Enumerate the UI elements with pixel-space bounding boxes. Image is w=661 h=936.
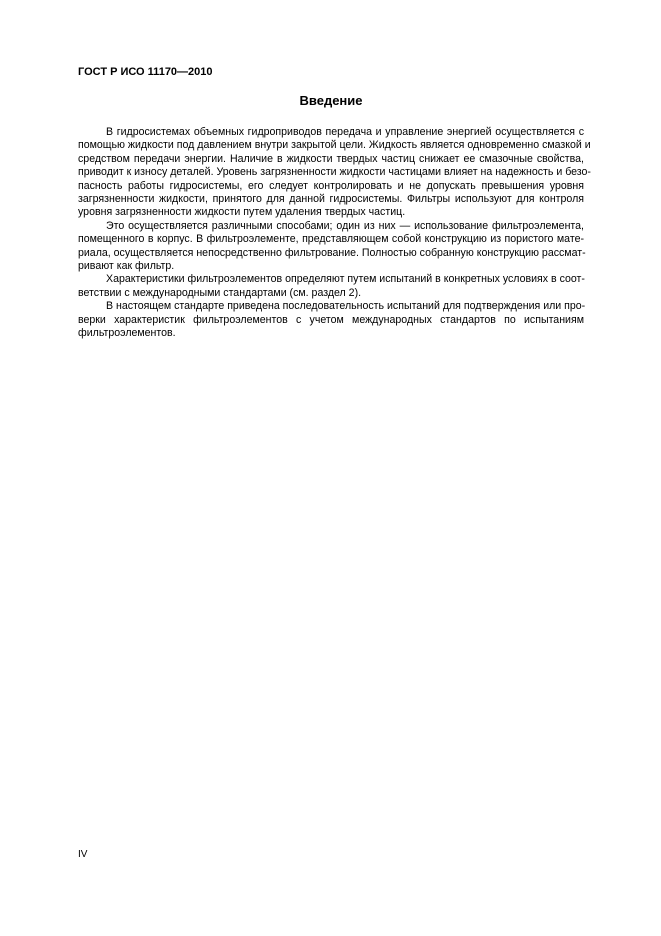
text-line: помещенного в корпус. В фильтроэлементе, представляющем собой конструкцию из пористого мате- <box>78 233 584 246</box>
text-line: Это осуществляется различными способами; один из них — использование фильтроэлемента, <box>106 219 584 232</box>
text-line: риала, осуществляется непосредственно фильтрование. Полностью собранную конструкцию рассмат- <box>78 246 586 259</box>
paragraph <box>78 220 584 274</box>
text-line: ривают как фильтр. <box>78 260 175 273</box>
section-title: Введение <box>299 93 363 108</box>
page-number: IV <box>78 849 88 860</box>
text-line: помощью жидкости под давлением внутри закрытой цели. Жидкость является одновременно смазкой и <box>78 139 591 152</box>
text-line: уровня загрязненности жидкости путем удаления твердых частиц. <box>78 206 406 219</box>
text-line: приводит к износу деталей. Уровень загрязненности жидкости частицами влияет на надежность и безо- <box>78 166 591 179</box>
paragraph <box>78 126 591 220</box>
text-line: загрязненности жидкости, принятого для данной гидросистемы. Фильтры используют для контроля <box>78 193 584 206</box>
paragraph <box>78 300 584 340</box>
text-line: ветствии с международными стандартами (см. раздел 2). <box>78 286 362 299</box>
text-line: средством передачи энергии. Наличие в жидкости твердых частиц снижает ее смазочные свойства, <box>78 152 584 165</box>
text-line: пасность работы гидросистемы, его следует контролировать и не допускать превышения уровня <box>78 179 584 192</box>
text-line: верки характеристик фильтроэлементов с учетом международных стандартов по испытаниям <box>78 313 584 326</box>
document-header: ГОСТ Р ИСО 11170—2010 <box>78 66 213 78</box>
text-line: В гидросистемах объемных гидроприводов передача и управление энергией осуществляется с <box>106 126 584 138</box>
text-line: Характеристики фильтроэлементов определяют путем испытаний в конкретных условиях в соот- <box>106 273 585 286</box>
text-line: В настоящем стандарте приведена последовательность испытаний для подтверждения или про- <box>106 300 586 313</box>
text-line: фильтроэлементов. <box>78 327 176 340</box>
paragraph <box>78 273 584 300</box>
document-body <box>78 126 591 341</box>
